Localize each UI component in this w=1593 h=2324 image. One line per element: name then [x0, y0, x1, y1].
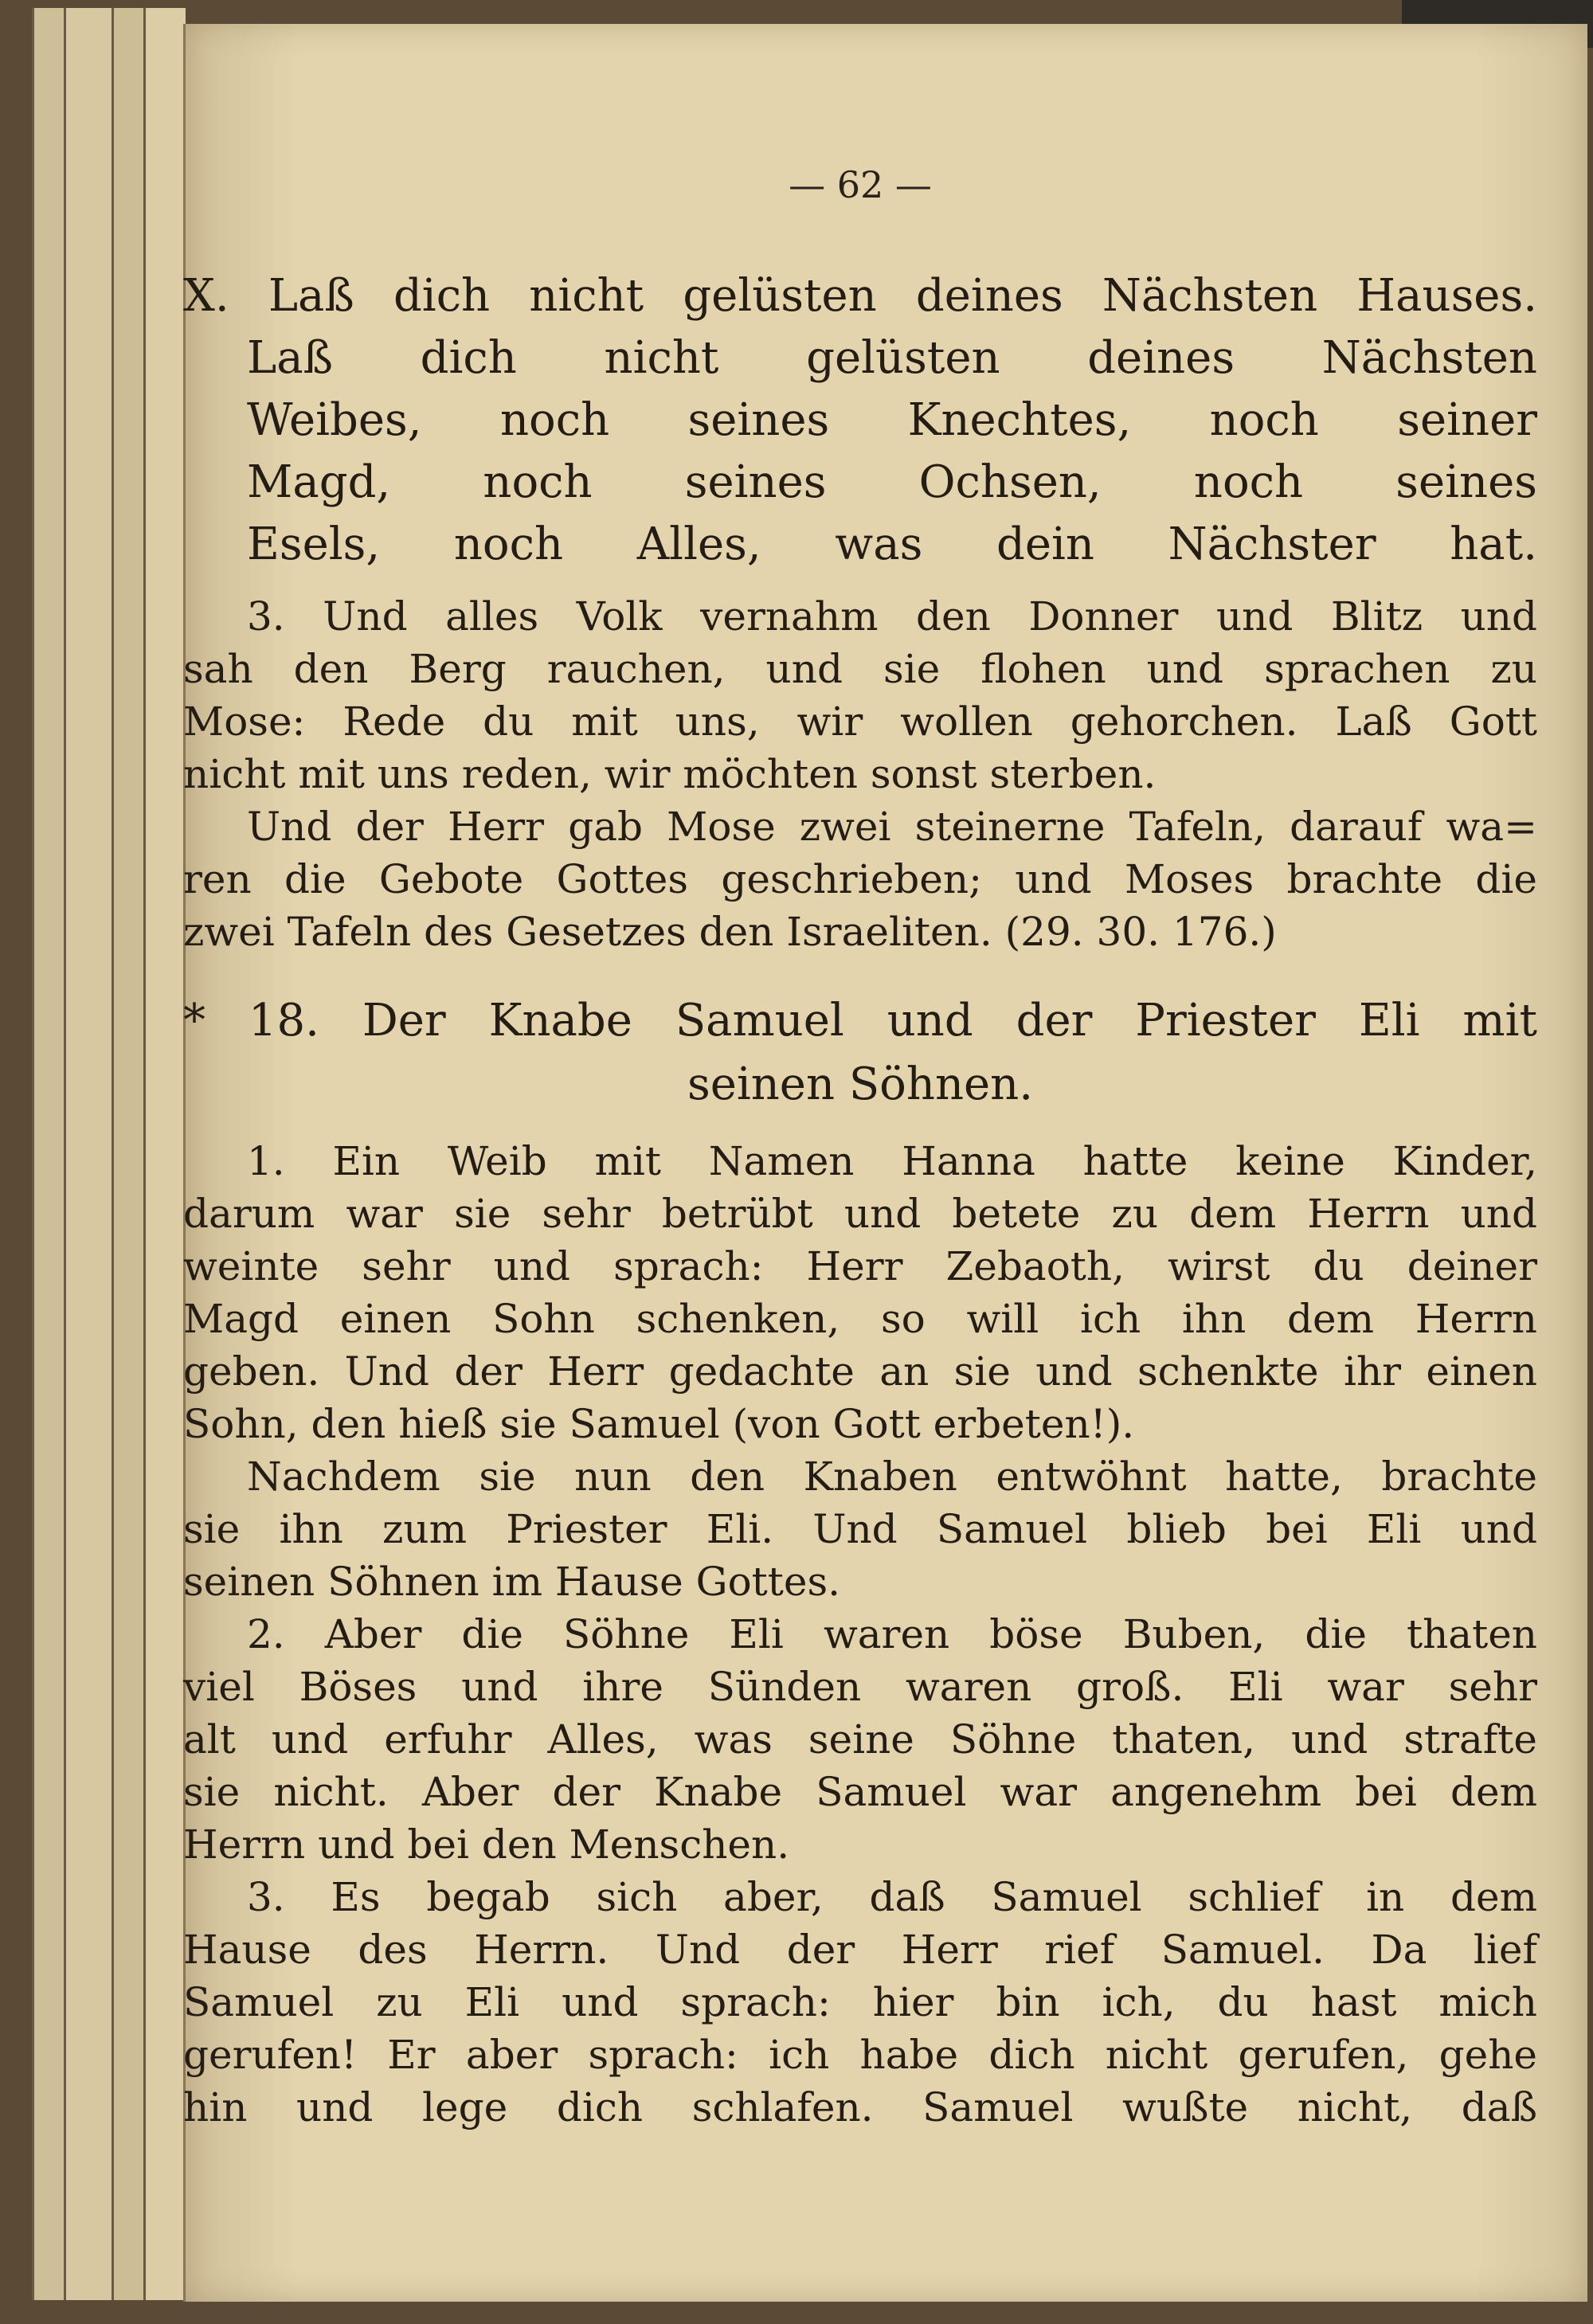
text-line: sah den Berg rauchen, und sie flohen und sprachen zu	[183, 646, 1537, 692]
text-line: 3. Es begab sich aber, daß Samuel schlief in dem	[247, 1874, 1537, 1920]
section-heading-cont: seinen Söhnen.	[687, 1058, 1034, 1110]
text-line: Hause des Herrn. Und der Herr rief Samuel. Da lief	[183, 1927, 1537, 1973]
commandment-line: Esels, noch Alles, was dein Nächster hat.	[247, 518, 1537, 570]
text-line: darum war sie sehr betrübt und betete zu dem Herrn und	[183, 1191, 1537, 1237]
text-line: sie nicht. Aber der Knabe Samuel war angenehm bei dem	[183, 1769, 1537, 1815]
text-line: seinen Söhnen im Hause Gottes.	[183, 1559, 840, 1605]
page-edge	[32, 8, 66, 2300]
section-heading: * 18. Der Knabe Samuel und der Priester Eli mit	[183, 995, 1537, 1047]
page-number: — 62 —	[789, 163, 932, 206]
text-line: 2. Aber die Söhne Eli waren böse Buben, die thaten	[247, 1611, 1537, 1657]
page-edge	[64, 8, 114, 2300]
text-line: geben. Und der Herr gedachte an sie und schenkte ihr einen	[183, 1348, 1537, 1395]
text-line: 1. Ein Weib mit Namen Hanna hatte keine Kinder,	[247, 1138, 1537, 1184]
text-line: sie ihn zum Priester Eli. Und Samuel blieb bei Eli und	[183, 1506, 1537, 1552]
text-line: Und der Herr gab Mose zwei steinerne Tafeln, darauf wa=	[247, 804, 1537, 850]
text-line: Nachdem sie nun den Knaben entwöhnt hatte, brachte	[247, 1453, 1537, 1500]
page-edge	[112, 8, 146, 2300]
text-line: ren die Gebote Gottes geschrieben; und Moses brachte die	[183, 856, 1537, 902]
text-line: weinte sehr und sprach: Herr Zebaoth, wirst du deiner	[183, 1243, 1537, 1289]
page-edge	[143, 8, 186, 2300]
commandment-line: Weibes, noch seines Knechtes, noch seiner	[247, 394, 1537, 446]
text-line: gerufen! Er aber sprach: ich habe dich nicht gerufen, gehe	[183, 2032, 1537, 2078]
text-line: Magd einen Sohn schenken, so will ich ihn dem Herrn	[183, 1296, 1537, 1342]
text-line: Mose: Rede du mit uns, wir wollen gehorchen. Laß Gott	[183, 698, 1537, 745]
commandment-line: Laß dich nicht gelüsten deines Nächsten	[247, 332, 1537, 384]
text-line: hin und lege dich schlafen. Samuel wußte nicht, daß	[183, 2084, 1537, 2130]
text-line: Sohn, den hieß sie Samuel (von Gott erbeten!).	[183, 1401, 1135, 1447]
text-line: 3. Und alles Volk vernahm den Donner und Blitz und	[247, 593, 1537, 640]
text-line: alt und erfuhr Alles, was seine Söhne thaten, und strafte	[183, 1716, 1537, 1763]
text-line: Herrn und bei den Menschen.	[183, 1821, 790, 1868]
text-line: viel Böses und ihre Sünden waren groß. Eli war sehr	[183, 1664, 1537, 1710]
commandment-line: Magd, noch seines Ochsen, noch seines	[247, 456, 1537, 508]
commandment-line: X. Laß dich nicht gelüsten deines Nächsten Hauses.	[183, 270, 1537, 322]
text-line: Samuel zu Eli und sprach: hier bin ich, du hast mich	[183, 1979, 1537, 2025]
text-line: zwei Tafeln des Gesetzes den Israeliten. (29. 30. 176.)	[183, 909, 1277, 955]
text-line: nicht mit uns reden, wir möchten sonst sterben.	[183, 751, 1157, 797]
